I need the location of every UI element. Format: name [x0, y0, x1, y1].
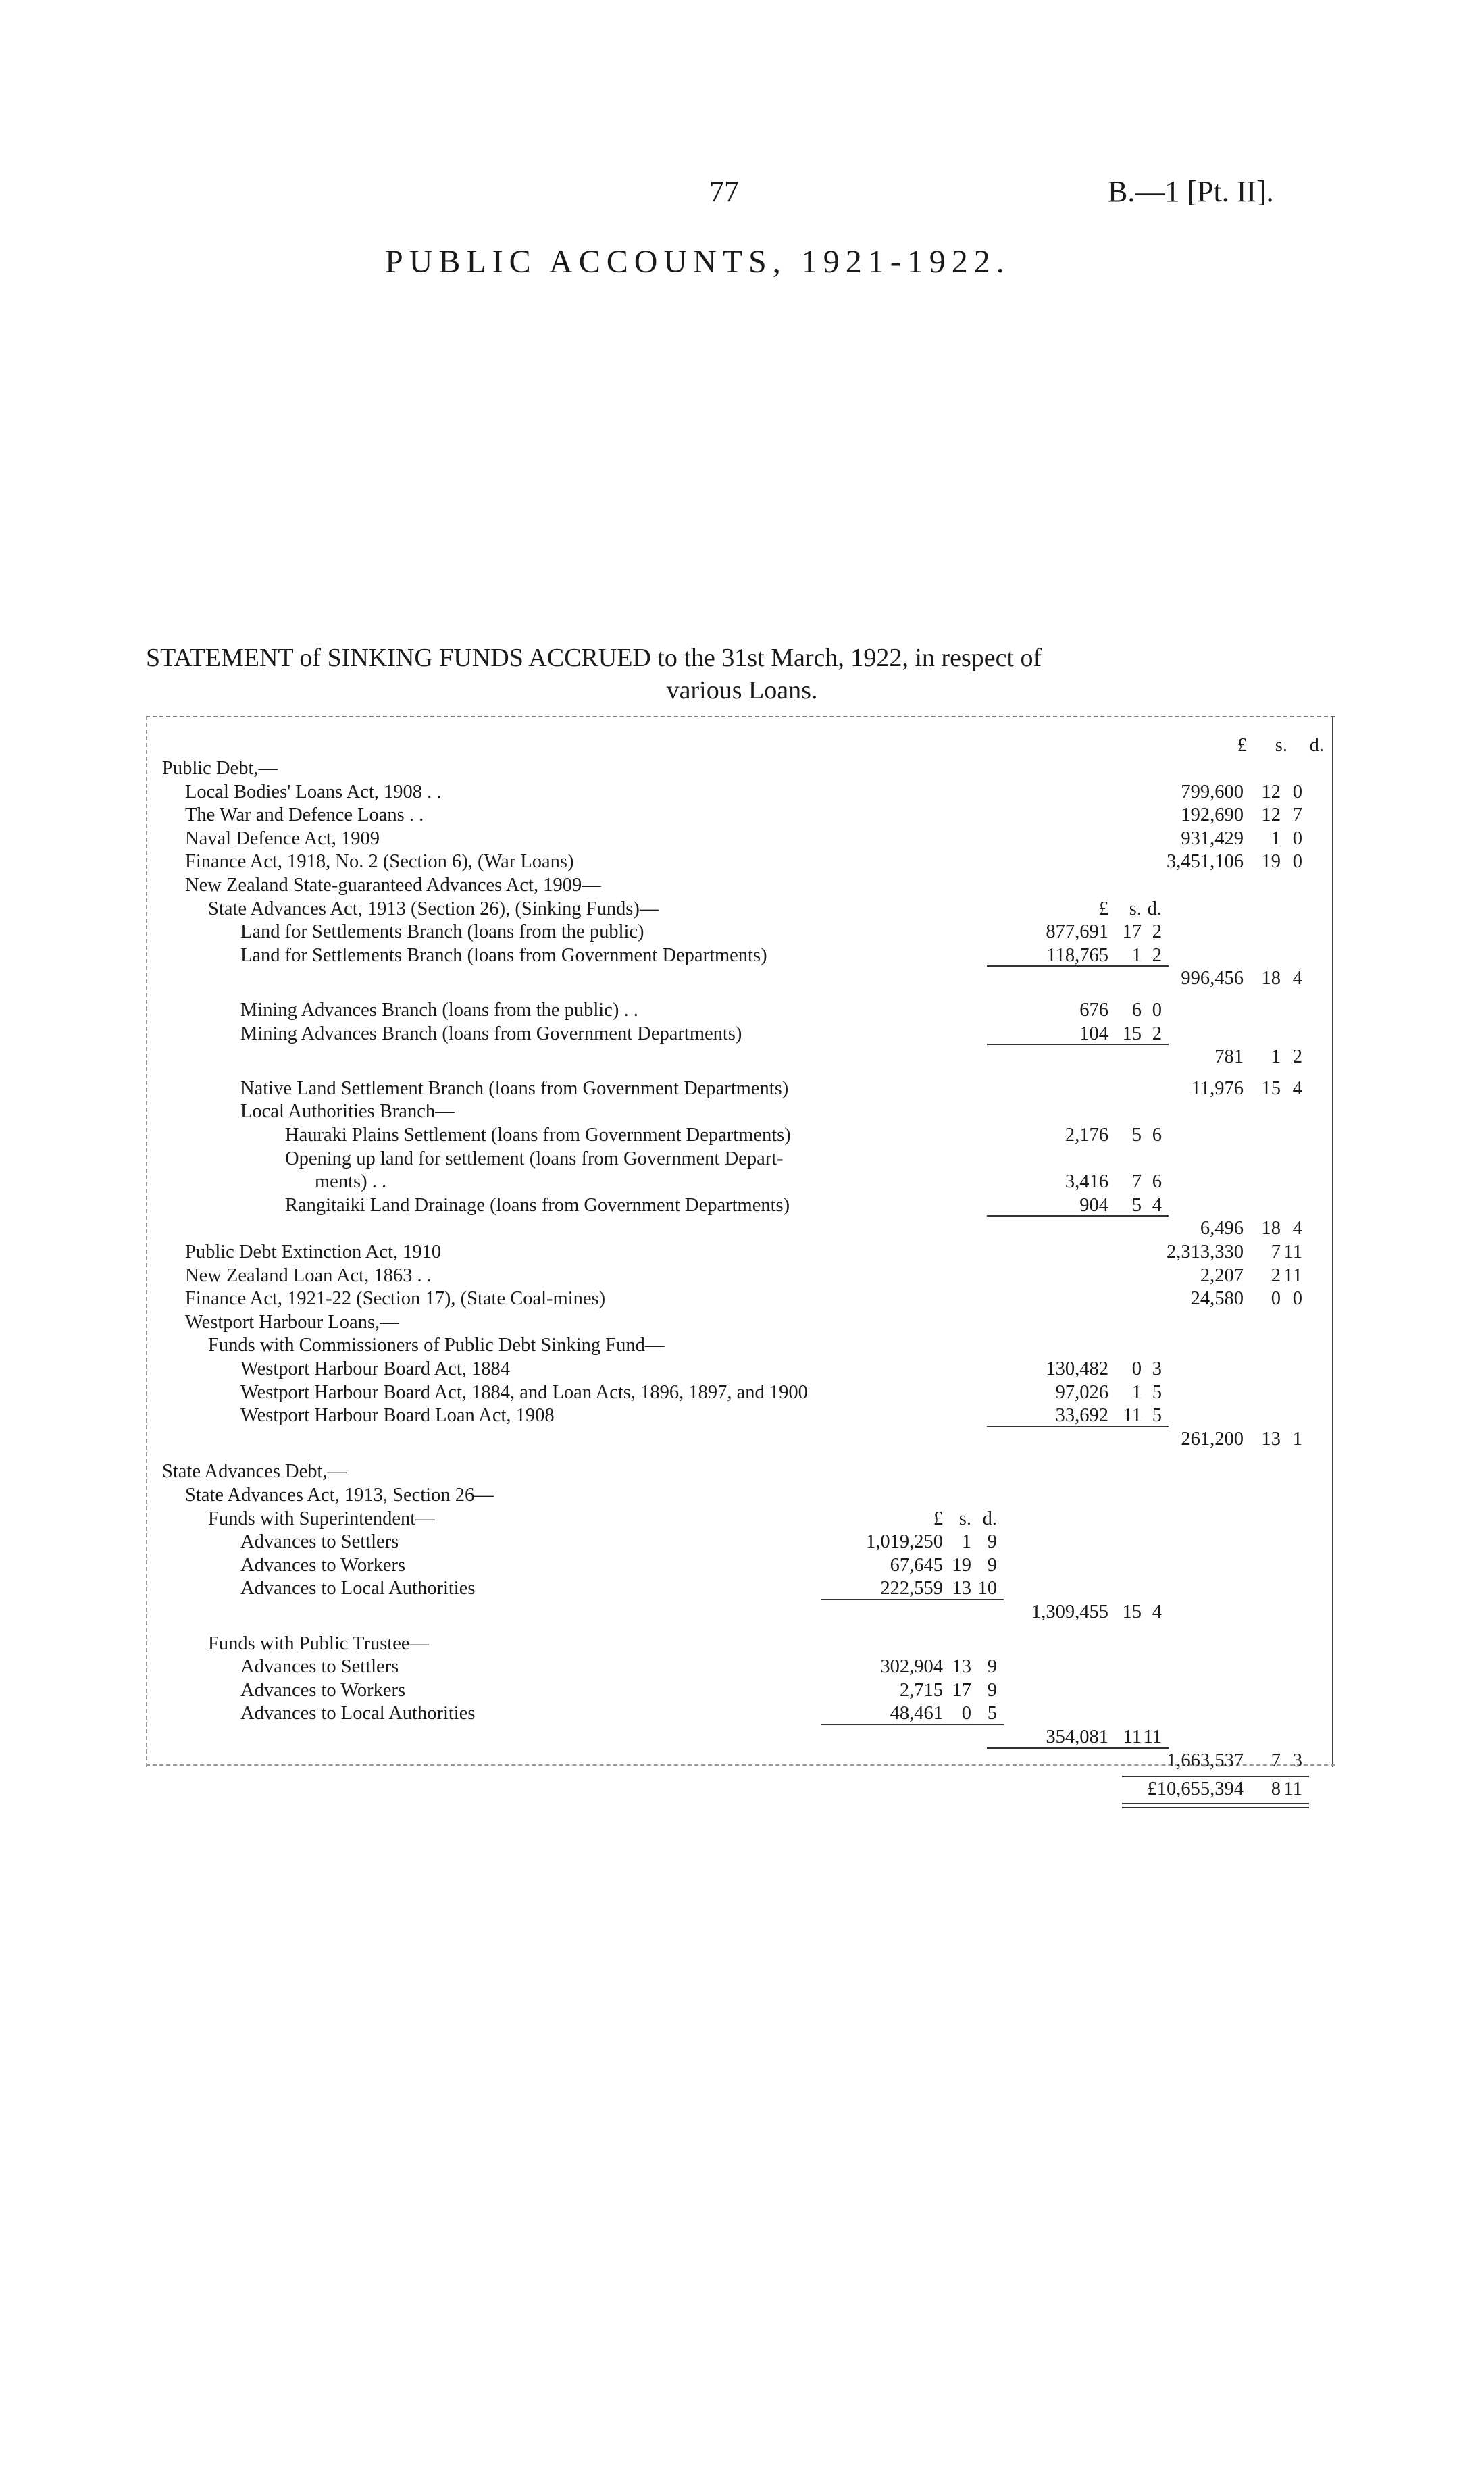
c3-shillings: 18: [1261, 1218, 1281, 1239]
c2-pence: 4: [1152, 1194, 1162, 1216]
c2-pounds: 104: [1079, 1023, 1108, 1044]
row-label: Finance Act, 1918, No. 2 (Section 6), (War Loans): [185, 851, 574, 873]
c3-pounds: 996,456: [1181, 968, 1244, 990]
c2-pounds: £: [1098, 898, 1108, 919]
c1-shillings: 0: [961, 1703, 971, 1724]
c1-pence: 9: [987, 1679, 997, 1701]
c2-pounds: 3,416: [1065, 1171, 1108, 1193]
c3-shillings: 12: [1261, 781, 1281, 802]
row-label: Naval Defence Act, 1909: [185, 827, 380, 849]
row-label: Land for Settlements Branch (loans from Government Departments): [240, 944, 767, 966]
c1-shillings: 17: [952, 1679, 971, 1701]
c1-shillings: 1: [961, 1531, 971, 1553]
statement-heading-line2: various Loans.: [666, 676, 818, 705]
c2-pounds: 118,765: [1046, 944, 1108, 966]
statement-heading-line1: STATEMENT of SINKING FUNDS ACCRUED to the 31st March, 1922, in respect of: [146, 644, 1042, 672]
c2-shillings: 1: [1131, 1381, 1142, 1403]
row-label: Funds with Public Trustee—: [208, 1633, 430, 1654]
c3-shillings: 2: [1271, 1264, 1281, 1286]
subtotal-rule: [821, 1599, 1004, 1600]
c3-pounds: 261,200: [1181, 1428, 1244, 1450]
c2-pounds: 354,081: [1046, 1727, 1108, 1747]
c1-pounds: 222,559: [880, 1578, 943, 1600]
row-label: Native Land Settlement Branch (loans from Government Departments): [240, 1077, 789, 1099]
row-label: Finance Act, 1921-22 (Section 17), (State Coal-mines): [185, 1288, 606, 1310]
c3-pounds: 781: [1214, 1046, 1244, 1068]
c2-shillings: s.: [1129, 898, 1142, 919]
c3-shillings: 8: [1271, 1779, 1281, 1800]
c1-shillings: 13: [952, 1656, 971, 1678]
page-title: PUBLIC ACCOUNTS, 1921-1922.: [385, 244, 1010, 280]
c3-shillings: 19: [1261, 851, 1281, 873]
c3-pence: 4: [1292, 968, 1302, 990]
c1-pounds: 67,645: [890, 1554, 943, 1576]
row-label: Rangitaiki Land Drainage (loans from Government Departments): [285, 1194, 790, 1216]
subtotal-rule: [821, 1724, 1004, 1725]
row-label: Advances to Settlers: [240, 1531, 399, 1553]
c3-shillings: 1: [1271, 1046, 1281, 1068]
c3-pence: 0: [1292, 1288, 1302, 1310]
c2-pence: 2: [1152, 1023, 1162, 1044]
c2-pounds: 676: [1079, 1000, 1108, 1021]
c1-pence: 9: [987, 1656, 997, 1678]
subtotal-rule: [987, 1426, 1169, 1427]
c2-pounds: 904: [1079, 1194, 1108, 1216]
c3-shillings: 15: [1261, 1077, 1281, 1099]
row-label: Land for Settlements Branch (loans from the public): [240, 921, 644, 943]
row-label: Local Bodies' Loans Act, 1908 . .: [185, 781, 442, 802]
row-label: Westport Harbour Board Act, 1884, and Loan Acts, 1896, 1897, and 1900: [240, 1381, 808, 1403]
row-label: State Advances Act, 1913 (Section 26), (Sinking Funds)—: [208, 898, 659, 919]
subtotal-rule: [987, 965, 1169, 967]
subtotal-rule: [987, 1044, 1169, 1045]
page-number: 77: [709, 175, 739, 208]
c2-shillings: 11: [1123, 1405, 1142, 1427]
c1-pence: d.: [982, 1508, 997, 1529]
c2-shillings: 5: [1131, 1194, 1142, 1216]
c1-pounds: £: [933, 1508, 943, 1529]
row-label: ments) . .: [315, 1171, 387, 1193]
c3-pence: 0: [1292, 851, 1302, 873]
c3-pounds: 2,313,330: [1167, 1242, 1244, 1262]
row-label: New Zealand State-guaranteed Advances Act, 1909—: [185, 875, 601, 896]
c3-pounds: 3,451,106: [1167, 851, 1244, 873]
table-top-rule: [146, 716, 1335, 717]
c2-shillings: 6: [1131, 1000, 1142, 1021]
row-label: Advances to Local Authorities: [240, 1578, 476, 1600]
row-label: New Zealand Loan Act, 1863 . .: [185, 1264, 432, 1286]
c2-pounds: 130,482: [1046, 1358, 1108, 1379]
c2-pounds: 1,309,455: [1031, 1602, 1108, 1622]
c3-pence: 11: [1283, 1242, 1302, 1262]
c2-shillings: 0: [1131, 1358, 1142, 1379]
c2-pence: 2: [1152, 944, 1162, 966]
header-pence: d.: [1309, 735, 1324, 756]
row-label: Advances to Settlers: [240, 1656, 399, 1678]
c2-pounds: 97,026: [1055, 1381, 1108, 1403]
c1-shillings: 19: [952, 1554, 971, 1576]
row-label: Advances to Local Authorities: [240, 1703, 476, 1724]
c2-pence: 5: [1152, 1381, 1162, 1403]
c3-pounds: 192,690: [1181, 804, 1244, 826]
table-right-rule: [1332, 716, 1333, 1767]
row-label: Local Authorities Branch—: [240, 1101, 455, 1123]
c1-shillings: 13: [952, 1578, 971, 1600]
c2-shillings: 11: [1123, 1727, 1142, 1747]
c2-pence: 4: [1152, 1602, 1162, 1622]
c3-shillings: 0: [1271, 1288, 1281, 1310]
grand-total-top-rule: [1122, 1776, 1309, 1777]
c1-pounds: 48,461: [890, 1703, 943, 1724]
c3-shillings: 1: [1271, 827, 1281, 849]
row-label: Mining Advances Branch (loans from Government Departments): [240, 1023, 742, 1044]
c3-pounds: 799,600: [1181, 781, 1244, 802]
subtotal-rule: [987, 1747, 1169, 1749]
c3-pence: 11: [1283, 1779, 1302, 1800]
grand-total-bottom-rule-1: [1122, 1803, 1309, 1804]
c1-pence: 9: [987, 1554, 997, 1576]
c3-shillings: 7: [1271, 1749, 1281, 1771]
c2-shillings: 1: [1131, 944, 1142, 966]
row-label: Funds with Superintendent—: [208, 1508, 435, 1529]
c2-pence: 6: [1152, 1125, 1162, 1146]
c3-pounds: £10,655,394: [1147, 1779, 1244, 1800]
c2-pounds: 877,691: [1046, 921, 1108, 943]
sinking-funds-table: [146, 716, 1335, 1800]
c3-pence: 4: [1292, 1218, 1302, 1239]
c3-shillings: 7: [1271, 1242, 1281, 1262]
row-label: Advances to Workers: [240, 1554, 406, 1576]
c3-pence: 0: [1292, 781, 1302, 802]
c2-shillings: 17: [1122, 921, 1142, 943]
c1-pence: 5: [987, 1703, 997, 1724]
c1-pounds: 2,715: [899, 1679, 943, 1701]
row-label: Westport Harbour Board Loan Act, 1908: [240, 1405, 555, 1427]
c2-pence: 3: [1152, 1358, 1162, 1379]
c1-pence: 10: [977, 1578, 997, 1600]
document-reference: B.—1 [Pt. II].: [1108, 175, 1274, 208]
c3-pence: 1: [1292, 1428, 1302, 1450]
c3-pence: 11: [1283, 1264, 1302, 1286]
row-label: Westport Harbour Board Act, 1884: [240, 1358, 510, 1379]
c1-pence: 9: [987, 1531, 997, 1553]
row-label: Westport Harbour Loans,—: [185, 1311, 399, 1333]
c3-pounds: 2,207: [1200, 1264, 1244, 1286]
c2-pence: 2: [1152, 921, 1162, 943]
row-label: Mining Advances Branch (loans from the public) . .: [240, 1000, 638, 1021]
subtotal-rule: [987, 1215, 1169, 1217]
c3-pounds: 24,580: [1190, 1288, 1244, 1310]
c1-pounds: 1,019,250: [866, 1531, 943, 1553]
c3-pounds: 931,429: [1181, 827, 1244, 849]
c3-pence: 7: [1292, 804, 1302, 826]
table-left-rule: [146, 716, 147, 1767]
row-label: Public Debt,—: [162, 758, 278, 779]
row-label: Public Debt Extinction Act, 1910: [185, 1242, 442, 1262]
row-label: The War and Defence Loans . .: [185, 804, 424, 826]
row-label: Hauraki Plains Settlement (loans from Government Departments): [285, 1125, 791, 1146]
c3-shillings: 18: [1261, 968, 1281, 990]
c2-shillings: 7: [1131, 1171, 1142, 1193]
c3-pence: 3: [1292, 1749, 1302, 1771]
c2-pence: 5: [1152, 1405, 1162, 1427]
c3-pounds: 6,496: [1200, 1218, 1244, 1239]
c2-shillings: 15: [1122, 1023, 1142, 1044]
c3-pounds: 11,976: [1191, 1077, 1244, 1099]
row-label: State Advances Debt,—: [162, 1461, 347, 1483]
grand-total-bottom-rule-2: [1122, 1807, 1309, 1808]
c2-pence: 11: [1143, 1727, 1162, 1747]
c1-shillings: s.: [958, 1508, 971, 1529]
c3-pence: 0: [1292, 827, 1302, 849]
c2-pounds: 2,176: [1065, 1125, 1108, 1146]
c2-pence: 0: [1152, 1000, 1162, 1021]
c2-pence: 6: [1152, 1171, 1162, 1193]
row-label: Funds with Commissioners of Public Debt Sinking Fund—: [208, 1335, 665, 1356]
c3-pence: 4: [1292, 1077, 1302, 1099]
c3-shillings: 12: [1261, 804, 1281, 826]
header-shillings: s.: [1275, 735, 1287, 756]
c3-shillings: 13: [1261, 1428, 1281, 1450]
c3-pence: 2: [1292, 1046, 1302, 1068]
c1-pounds: 302,904: [880, 1656, 943, 1678]
row-label: State Advances Act, 1913, Section 26—: [185, 1485, 494, 1506]
c3-pounds: 1,663,537: [1167, 1749, 1244, 1771]
row-label: Advances to Workers: [240, 1679, 406, 1701]
c2-shillings: 5: [1131, 1125, 1142, 1146]
c2-pounds: 33,692: [1055, 1405, 1108, 1427]
row-label: Opening up land for settlement (loans from Government Depart-: [285, 1148, 784, 1169]
c2-shillings: 15: [1122, 1602, 1142, 1622]
header-pounds: £: [1237, 735, 1247, 756]
c2-pence: d.: [1147, 898, 1162, 919]
